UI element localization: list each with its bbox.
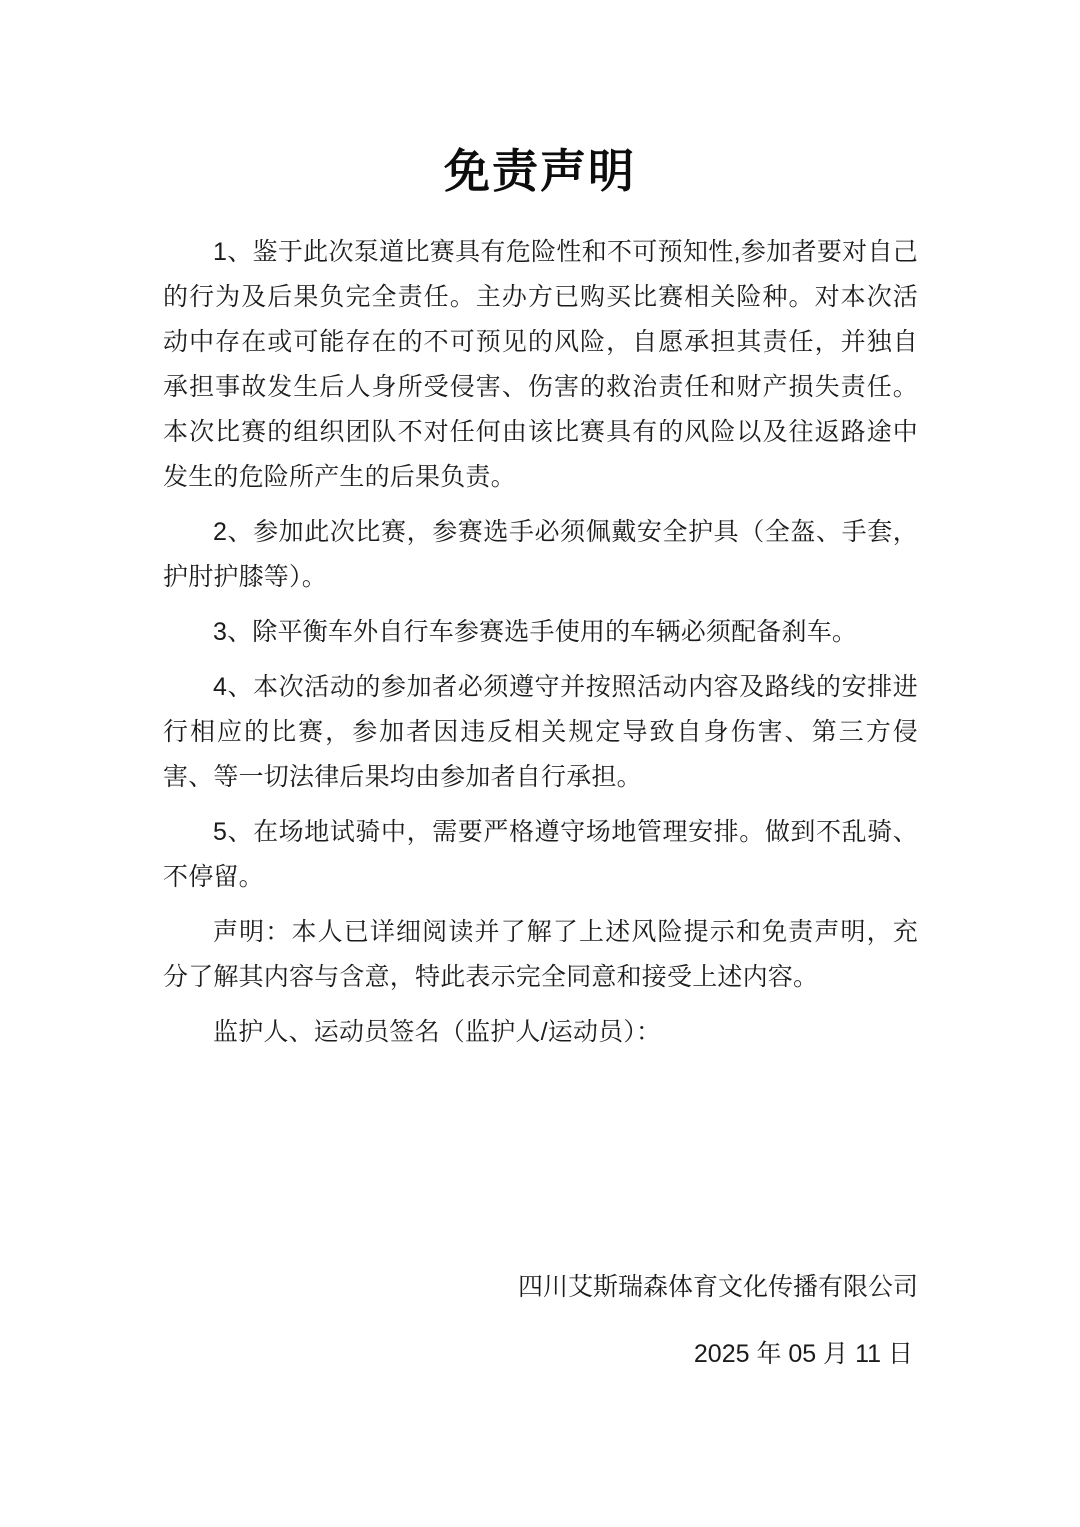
declaration-paragraph: 声明：本人已详细阅读并了解了上述风险提示和免责声明，充分了解其内容与含意，特此表示完全同意和接受上述内容。 xyxy=(163,918,918,991)
clause-4: 4、本次活动的参加者必须遵守并按照活动内容及路线的安排进行相应的比赛，参加者因违反相关规定导致自身伤害、第三方侵害、等一切法律后果均由参加者自行承担。 xyxy=(163,673,918,791)
page-title: 免责声明 xyxy=(444,145,636,197)
clause-5: 5、在场地试骑中，需要严格遵守场地管理安排。做到不乱骑、不停留。 xyxy=(163,818,918,891)
document-body xyxy=(0,230,1080,1055)
clause-3: 3、除平衡车外自行车参赛选手使用的车辆必须配备刹车。 xyxy=(213,618,858,646)
signature-label: 监护人、运动员签名（监护人/运动员）： xyxy=(213,1018,662,1046)
clause-1: 1、鉴于此次泵道比赛具有危险性和不可预知性,参加者要对自己的行为及后果负完全责任。主办方已购买比赛相关险种。对本次活动中存在或可能存在的不可预见的风险，自愿承担其责任，并独自承担事故发生后人身所受侵害、伤害的救治责任和财产损失责任。本次比赛的组织团队不对任何由该比赛具有的风险以及往返路途中发生的危险所产生的后果负责。 xyxy=(163,238,918,491)
clause-2: 2、参加此次比赛，参赛选手必须佩戴安全护具（全盔、手套，护肘护膝等）。 xyxy=(163,518,918,591)
signoff-block xyxy=(0,1265,1080,1377)
company-name: 四川艾斯瑞森体育文化传播有限公司 xyxy=(517,1273,918,1301)
issue-date: 2025 年 05 月 11 日 xyxy=(693,1340,913,1368)
